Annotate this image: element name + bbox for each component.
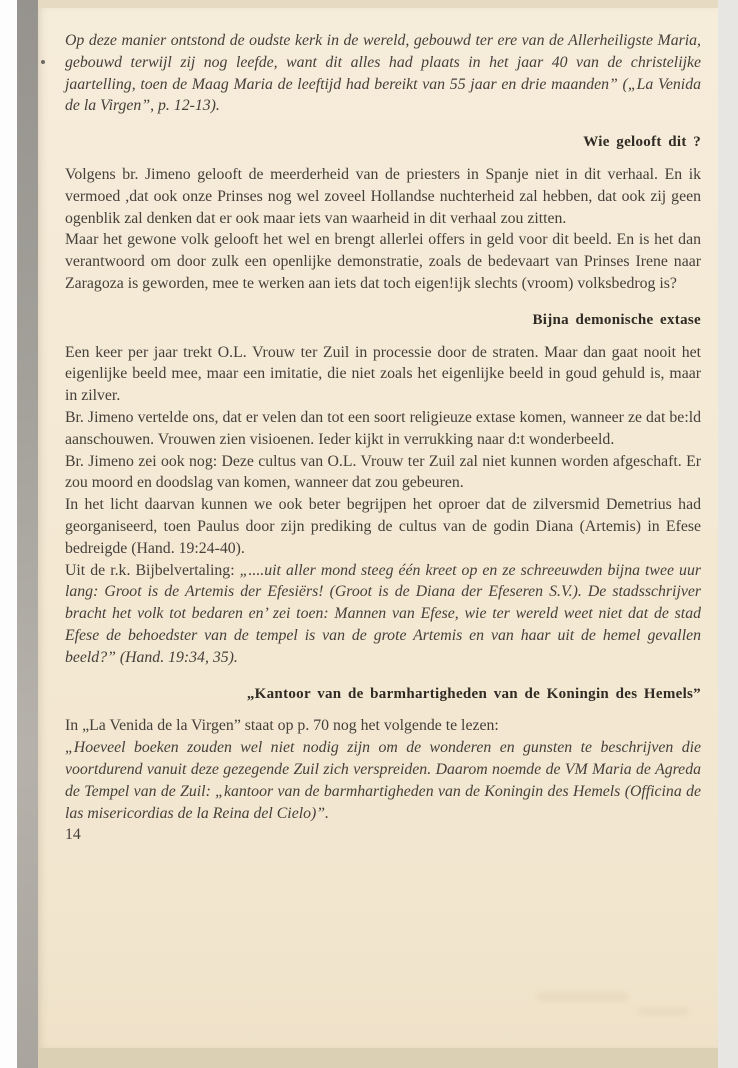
body-paragraph-een-keer-per-jaar: Een keer per jaar trekt O.L. Vrouw ter Zuil in processie door de straten. Maar dan gaat nooit het eigenlijke beeld mee, maar een imitatie, die niet zoals het eigenlijke beeld in goud gehuld is, maar in zilver. bbox=[65, 343, 701, 405]
closing-quote-paragraph: „Hoeveel boeken zouden wel niet nodig zijn om de wonderen en gunsten te beschrijven die voortdurend vanuit deze gezegende Zuil zich verspreiden. Daarom noemde de VM Maria de Agreda de Tempel van de Zuil: „kantoor van de barmhartigheden van de Koningin des Hemels (Officina de las misericordias de la Reina del Cielo)”. bbox=[65, 739, 701, 822]
text-block bbox=[65, 30, 701, 846]
page-bottom-edge bbox=[38, 1048, 718, 1068]
book-gutter-shadow bbox=[17, 0, 38, 1068]
section-heading-bijna-demonische-extase: Bijna demonische extase bbox=[532, 311, 701, 328]
section-heading-kantoor: „Kantoor van de barmhartigheden van de Koningin des Hemels” bbox=[246, 685, 701, 702]
body-paragraph-br-jimeno-vertelde: Br. Jimeno vertelde ons, dat er velen dan tot een soort religieuze extase komen, wanneer ze dat be:ld aanschouwen. Vrouwen zien visioenen. Ieder kijkt in verrukking naar d:t wonderbeeld. bbox=[65, 408, 701, 448]
bible-quote-intro: Uit de r.k. Bijbelvertaling: bbox=[65, 561, 240, 579]
ink-showthrough-smudge bbox=[638, 1008, 688, 1015]
scanned-page bbox=[38, 8, 718, 1048]
body-paragraph-in-la-venida: In „La Venida de la Virgen” staat op p. 70 nog het volgende te lezen: bbox=[65, 717, 499, 735]
ink-showthrough-smudge bbox=[538, 993, 628, 1001]
bible-quote-text: „....uit aller mond steeg één kreet op en ze schreeuwden bijna twee uur lang: Groot is de Artemis der Efesiërs! (Groot is de Diana der Efeseren S.V.). De stadsschrijver bracht het volk tot bedaren en’ zei toen: Mannen van Efese, wie ter wereld weet niet dat de stad Efese de behoedster van de tempel is van de grote Artemis en van haar uit de hemel gevallen beeld?” (Hand. 19:34, 35). bbox=[65, 561, 701, 666]
margin-dot-mark bbox=[41, 60, 45, 64]
page-top-edge bbox=[38, 0, 718, 8]
page-number: 14 bbox=[65, 826, 81, 844]
opening-quote-paragraph: Op deze manier ontstond de oudste kerk in de wereld, gebouwd ter ere van de Allerheiligste Maria, gebouwd terwijl zij nog leefde, want dit alles had plaats in het jaar 40 van de christelijke jaartelling, toen de Maag Maria de leeftijd had bereikt van 55 jaar en drie maanden” („La Venida de la Virgen”, p. 12-13). bbox=[65, 32, 701, 115]
bible-quote-paragraph bbox=[65, 560, 701, 669]
body-paragraph-in-het-licht: In het licht daarvan kunnen we ook beter begrijpen het oproer dat de zilversmid Demetrius had georganiseerd, toen Paulus door zijn prediking de cultus van de godin Diana (Artemis) in Efese bedreigde (Hand. 19:24-40). bbox=[65, 496, 701, 557]
body-paragraph-maar-het-gewone-volk: Maar het gewone volk gelooft het wel en brengt allerlei offers in geld voor dit beeld. En is het dan verantwoord om door zulk een openlijke demonstratie, zoals de bedevaart van Prinses Irene naar Zaragoza is geworden, mee te werken aan iets dat toch eigen!ijk slechts (vroom) volksbedrog is? bbox=[65, 231, 701, 292]
body-paragraph-br-jimeno-zei: Br. Jimeno zei ook nog: Deze cultus van O.L. Vrouw ter Zuil zal niet kunnen worden afgeschaft. Er zou moord en doodslag van komen, wanneer dat zou gebeuren. bbox=[65, 452, 701, 492]
section-heading-wie-gelooft-dit: Wie gelooft dit ? bbox=[583, 134, 701, 151]
body-paragraph-volgens: Volgens br. Jimeno gelooft de meerderheid van de priesters in Spanje niet in dit verhaal. En ik vermoed ,dat ook onze Prinses nog wel zoveel Hollandse nuchterheid zal hebben, dat ook zij geen ogenblik zal denken dat er ook maar iets van waarheid in dit verhaal zou zitten. bbox=[65, 165, 701, 227]
scan-edge-white bbox=[0, 0, 17, 1068]
